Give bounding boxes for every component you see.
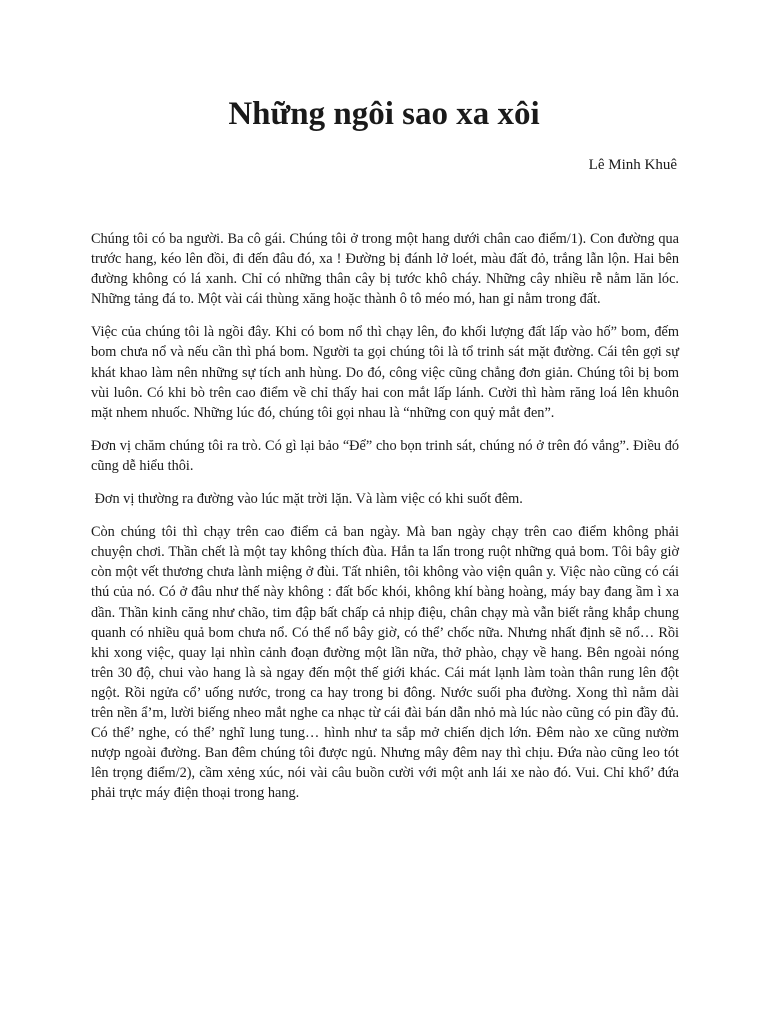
document-title: Những ngôi sao xa xôi <box>228 96 540 132</box>
paragraph-2: Việc của chúng tôi là ngồi đây. Khi có bom nổ thì chạy lên, đo khối lượng đất lấp vào hố” bom, đếm bom chưa nổ và nếu cần thì phá bom. Người ta gọi chúng tôi là tổ trinh sát mặt đường. Cái tên gợi sự khát khao làm nên những sự tích anh hùng. Do đó, công việc cũng chẳng đơn giản. Chúng tôi bị bom vùi luôn. Có khi bò trên cao điểm về chỉ thấy hai con mắt lấp lánh. Cười thì hàm răng loá lên khuôn mặt nhem nhuốc. Những lúc đó, chúng tôi gọi nhau là “những con quỷ mắt đen”. <box>91 324 679 421</box>
paragraph-1: Chúng tôi có ba người. Ba cô gái. Chúng tôi ở trong một hang dưới chân cao điểm/1). Con đường qua trước hang, kéo lên đồi, đi đến đâu đó, xa ! Đường bị đánh lở loét, màu đất đỏ, trắng lẫn lộn. Hai bên đường không có lá xanh. Chỉ có những thân cây bị tước khô cháy. Những cây nhiều rễ nằm lăn lóc. Những tảng đá to. Một vài cái thùng xăng hoặc thành ô tô méo mó, han gỉ nằm trong đất. <box>91 231 679 308</box>
paragraph-3: Đơn vị chăm chúng tôi ra trò. Có gì lại bảo “Để” cho bọn trinh sát, chúng nó ở trên đó vắng”. Điều đó cũng dễ hiểu thôi. <box>91 437 679 474</box>
paragraph-5: Còn chúng tôi thì chạy trên cao điểm cả ban ngày. Mà ban ngày chạy trên cao điểm không phải chuyện chơi. Thần chết là một tay không thích đùa. Hắn ta lẩn trong ruột những quả bom. Tôi bây giờ còn một vết thương chưa lành miệng ở đùi. Tất nhiên, tôi không vào viện quân y. Việc nào cũng có cái thú của nó. Có ở đâu như thế này không : đất bốc khói, không khí bàng hoàng, máy bay đang ầm ì xa dần. Thần kinh căng như chão, tim đập bất chấp cả nhịp điệu, chân chạy mà vẫn biết rằng khắp chung quanh có nhiều quả bom chưa nổ. Có thể nổ bây giờ, có thể’ chốc nữa. Nhưng nhất định sẽ nổ… Rồi khi xong việc, quay lại nhìn cảnh đoạn đường một lần nữa, thở phào, chạy về hang. Bên ngoài nóng trên 30 độ, chui vào hang là sà ngay đến một thế giới khác. Cái mát lạnh làm toàn thân rung lên đột ngột. Rồi ngửa cổ’ uống nước, trong ca hay trong bi đông. Nước suối pha đường. Xong thì nằm dài trên nền ẩ’m, lười biếng nheo mắt nghe ca nhạc từ cái đài bán dẫn nhỏ mà lúc nào cũng có pin đầy đủ. Có thể’ nghe, có thể’ nghĩ lung tung… hình như ta sắp mở chiến dịch lớn. Đêm nào xe cũng nườm nượp ngoài đường. Ban đêm chúng tôi được ngủ. Nhưng mây đêm nay thì chịu. Đứa nào cũng leo tót lên trọng điểm/2), cầm xẻng xúc, nói vài câu buồn cười với một anh lái xe nào đó. Vui. Chỉ khổ’ đứa phải trực máy điện thoại trong hang. <box>91 524 679 802</box>
paragraph-4: Đơn vị thường ra đường vào lúc mặt trời lặn. Và làm việc có khi suốt đêm. <box>91 491 523 508</box>
document-author: Lê Minh Khuê <box>588 157 677 173</box>
document-body <box>91 229 679 816</box>
